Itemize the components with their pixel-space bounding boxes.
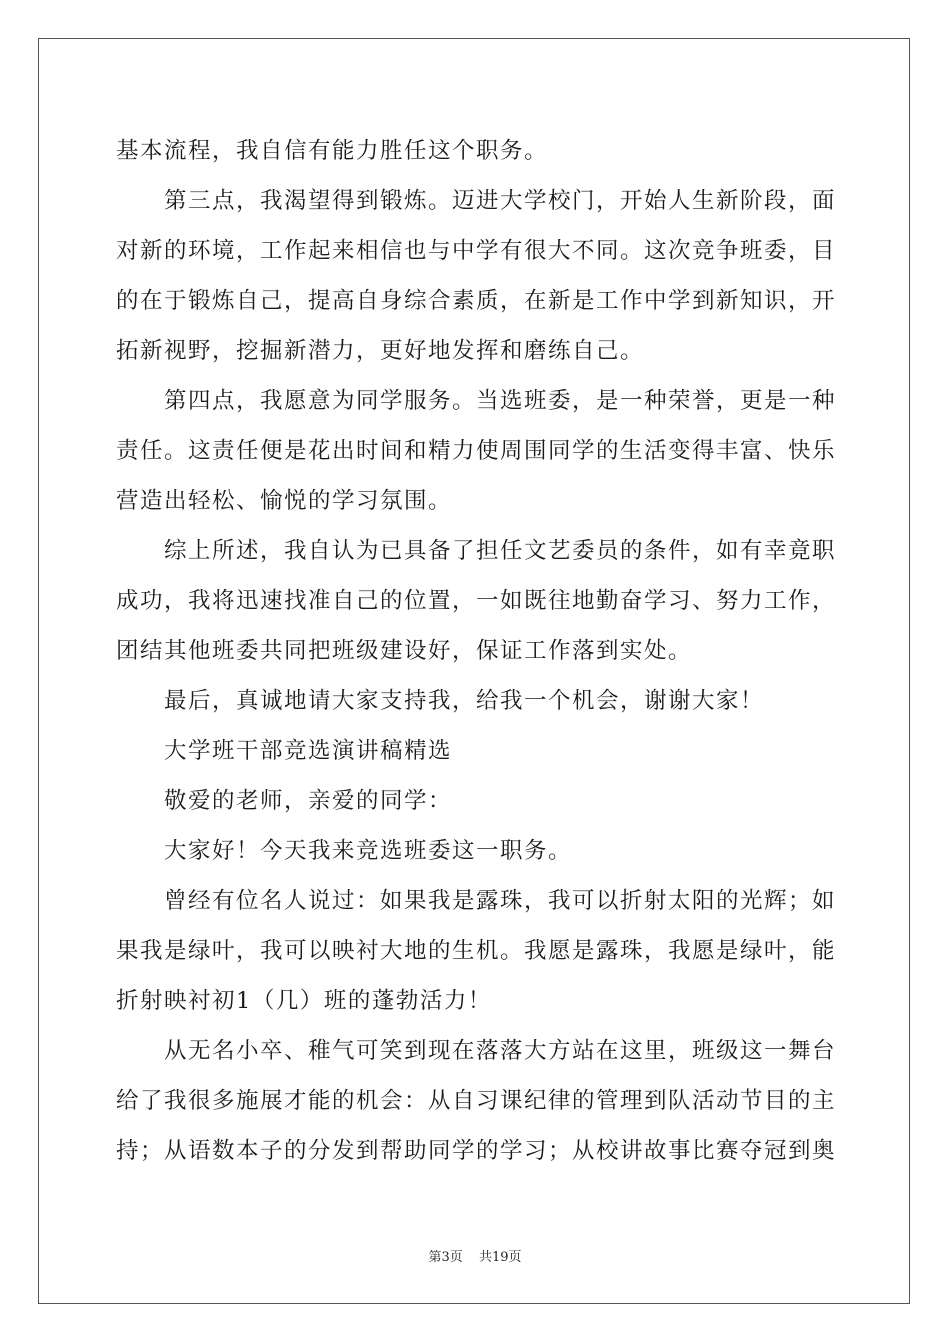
page-footer: [0, 1246, 950, 1265]
text-line: 成功，我将迅速找准自己的位置，一如既往地勤奋学习、努力工作，: [116, 588, 837, 614]
page-total: 共19页: [478, 1250, 522, 1265]
text-line: 给了我很多施展才能的机会：从自习课纪律的管理到队活动节目的主: [116, 1088, 837, 1114]
text-line: 曾经有位名人说过：如果我是露珠，我可以折射太阳的光辉；如: [164, 888, 837, 914]
text-line: 第三点，我渴望得到锻炼。迈进大学校门，开始人生新阶段，面: [164, 188, 837, 214]
text-line: 最后，真诚地请大家支持我，给我一个机会，谢谢大家！: [164, 688, 765, 714]
text-line: 大家好！今天我来竞选班委这一职务。: [164, 838, 573, 864]
text-line: 拓新视野，挖掘新潜力，更好地发挥和磨练自己。: [116, 338, 645, 364]
text-line: 基本流程，我自信有能力胜任这个职务。: [116, 138, 549, 164]
section-title: 大学班干部竞选演讲稿精选: [164, 738, 453, 764]
document-body: [116, 126, 836, 1176]
text-line: 持；从语数本子的分发到帮助同学的学习；从校讲故事比赛夺冠到奥: [116, 1138, 837, 1164]
text-line: 对新的环境，工作起来相信也与中学有很大不同。这次竞争班委，目: [116, 238, 837, 264]
page-number: 第3页: [428, 1250, 463, 1265]
text-line: 责任。这责任便是花出时间和精力使周围同学的生活变得丰富、快乐: [116, 438, 837, 464]
text-line: 综上所述，我自认为已具备了担任文艺委员的条件，如有幸竟职: [164, 538, 837, 564]
text-line: 的在于锻炼自己，提高自身综合素质，在新是工作中学到新知识，开: [116, 288, 837, 314]
text-line: 团结其他班委共同把班级建设好，保证工作落到实处。: [116, 638, 693, 664]
text-line: 果我是绿叶，我可以映衬大地的生机。我愿是露珠，我愿是绿叶，能: [116, 938, 837, 964]
text-line: 从无名小卒、稚气可笑到现在落落大方站在这里，班级这一舞台: [164, 1038, 837, 1064]
text-line: 第四点，我愿意为同学服务。当选班委，是一种荣誉，更是一种: [164, 388, 837, 414]
text-line: 营造出轻松、愉悦的学习氛围。: [116, 488, 453, 514]
text-line: 折射映衬初1（几）班的蓬勃活力！: [116, 988, 492, 1014]
salutation: 敬爱的老师，亲爱的同学：: [164, 788, 453, 814]
